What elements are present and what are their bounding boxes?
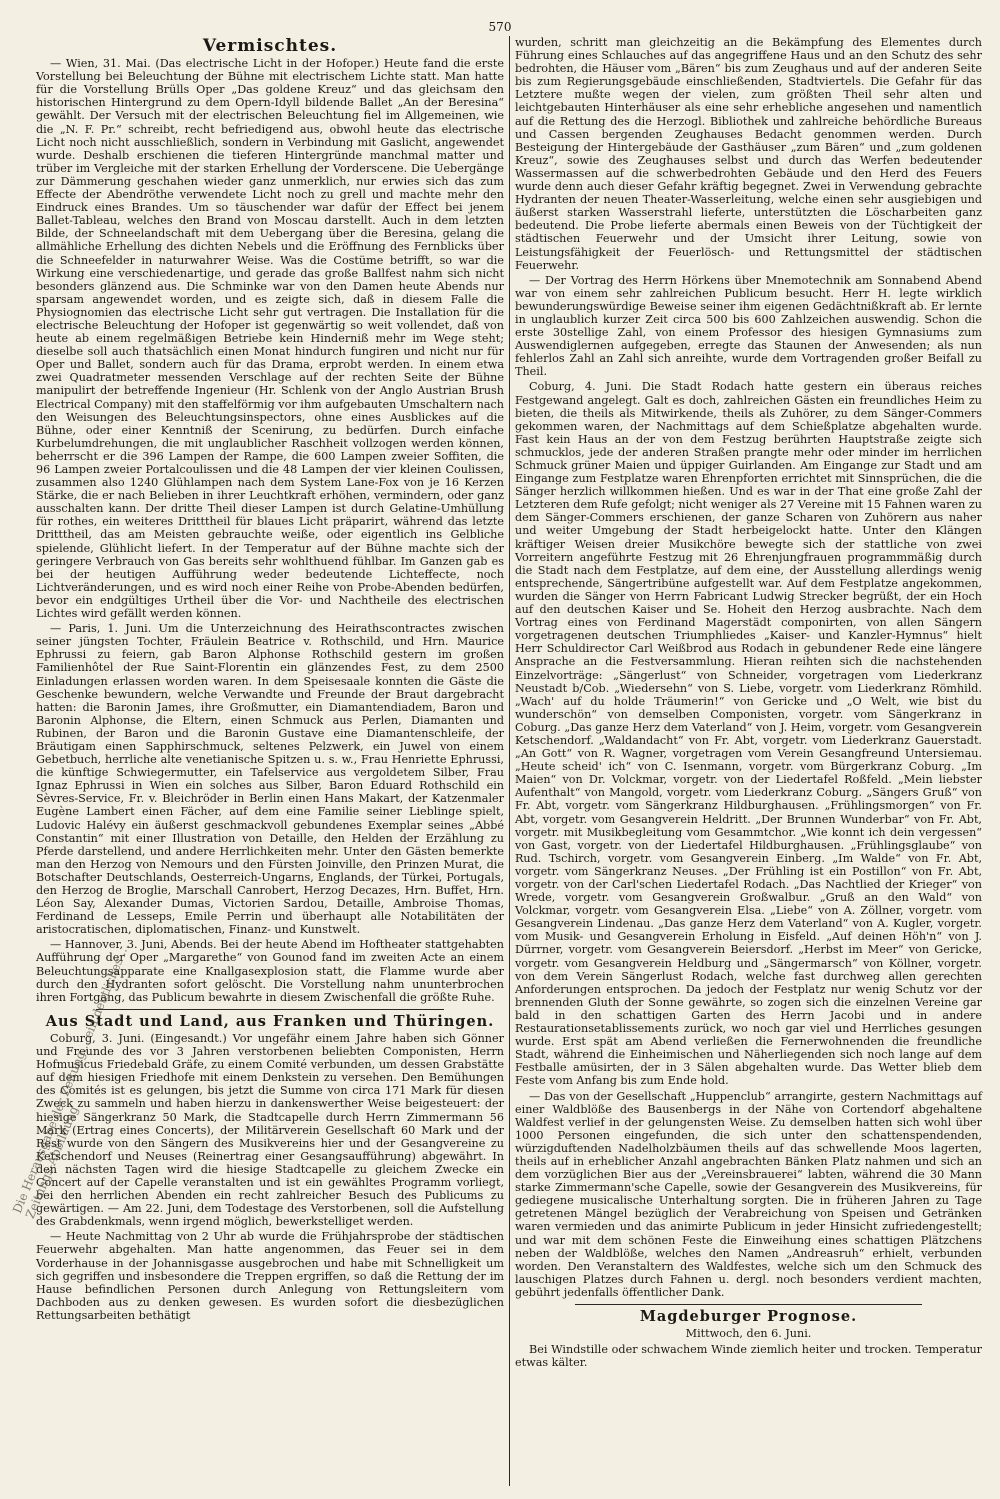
article-wien: — Wien, 31. Mai. (Das electrische Licht in der Hofoper.) Heute fand die erste Vorstellung bei Beleuchtung der Bühne mit electrischem Lichte statt. Man hatte für die Vorstellung Brülls Oper „Das goldene Kreuz“ und das gleichsam den historischen Hintergrund zu dem Opern-Idyll bildende Ballet „An der Beresina“ gewählt. Der Versuch mit der electrischen Beleuchtung fiel im Allgemeinen, wie die „N. F. Pr.“ schreibt, recht befriedigend aus, obwohl heute das electrische Licht noch nicht ausschließlich, sondern in Verbindung mit Gaslicht, angewendet wurde. Deshalb erschienen die tieferen Hintergründe manchmal matter und trüber im Vergleiche mit der starken Erhellung der Vorderscene. Die Uebergänge zur Dämmerung geschahen wieder ganz unmerklich, nur erwies sich das zum Effecte der Abendröthe verwendete Licht noch zu grell und machte mehr den Eindruck eines Brandes. Um so täuschender war dafür der Effect bei jenem Ballet-Tableau, welches den Brand von Moscau darstellt. Auch in dem letzten Bilde, der Schneelandschaft mit dem Uebergang über die Beresina, gelang die allmähliche Erhellung des dichten Nebels und die Eröffnung des Fernblicks über die Schneefelder in naturwahrer Weise. Was die Costüme betrifft, so war die Wirkung eine verschiedenartige, und gerade das große Ballfest nahm sich nicht besonders glänzend aus. Die Schminke war von den Damen heute Abends nur sparsam angewendet worden, und es zeigte sich, daß in diesem Falle die Physiognomien das electrische Licht sehr gut vertragen. Die Installation für die electrische Beleuchtung der Hofoper ist gegenwärtig so weit vollendet, daß von heute ab einem regelmäßigen Betriebe kein Hinderniß mehr im Wege steht; dieselbe soll auch thatsächlich einen Monat hindurch fungiren und nicht nur für Oper und Ballet, sondern auch für das Drama, erprobt werden. In einem etwa zwei Quadratmeter messenden Verschlage auf der rechten Seite der Bühne manipulirt der betreffende Ingenieur (Hr. Schlenk von der Anglo Austrian Brush Electrical Company) mit den staffelförmig vor ihm aufgebauten Umschaltern nach den Weisungen des Beleuchtungsinspectors, ohne eines Ausblickes auf die Bühne, oder einer Kenntniß der Scenirung, zu bedürfen. Durch einfache Kurbelumdrehungen, die mit unglaublicher Raschheit vollzogen werden können, beherrscht er die 396 Lampen der Rampe, die 600 Lampen zweier Soffiten, die 96 Lampen zweier Portalcoulissen und die 48 Lampen der vier kleinen Coulissen, zusammen also 1240 Glühlampen nach dem System Lane-Fox von je 16 Kerzen Stärke, die er nach Belieben in ihrer Leuchtkraft erhöhen, vermindern, oder ganz ausschalten kann. Der dritte Theil dieser Lampen ist durch Gelatine-Umhüllung für rothes, ein weiteres Dritttheil für blaues Licht präparirt, während das letzte Dritttheil, das am Meisten gebrauchte weiße, oder eigentlich ins Gelbliche spielende, Glühlicht liefert. In der Temperatur auf der Bühne machte sich der geringere Verbrauch von Gas bereits sehr wohlthuend fühlbar. Im Ganzen gab es bei der heutigen Aufführung weder bedeutende Lichteffecte, noch Lichtveränderungen, und es wird noch einer Reihe von Probe-Abenden bedürfen, bevor ein endgültiges Urtheil über die Vor- und Nachtheile des electrischen Lichtes wird gefällt werden können. <box>36 57 504 621</box>
stamp-text: Die Herausgabe der Zeitung... ein deutliches ... Zeitungs-Abbildung <box>10 941 132 1221</box>
left-column <box>36 36 504 1324</box>
forecast-text: Bei Windstille oder schwachem Winde ziemlich heiter und trocken. Temperatur etwas kälter. <box>515 1343 982 1370</box>
article-paris: — Paris, 1. Juni. Um die Unterzeichnung des Heirathscontractes zwischen seiner jüngsten Tochter, Fräulein Beatrice v. Rothschild, und Hrn. Maurice Ephrussi zu feiern, gab Baron Alphonse Rothschild gestern im großen Familienhôtel der Rue Saint-Florentin ein glänzendes Fest, zu dem 2500 Einladungen erlassen worden waren. In dem Speisesaale konnten die Gäste die Geschenke bewundern, welche Verwandte und Freunde der Braut dargebracht hatten: die Baronin James, ihre Großmutter, ein Diamantendiadem, Baron und Baronin Alphonse, die Eltern, einen Schmuck aus Perlen, Diamanten und Rubinen, der Baron und die Baronin Gustave eine Diamantenschleife, der Bräutigam einen Sapphirschmuck, seltenes Pelzwerk, ein Juwel von einem Gebetbuch, herrliche alte venetianische Spitzen u. s. w., Frau Henriette Ephrussi, die künftige Schwiegermutter, ein Tafelservice aus vergoldetem Silber, Frau Ignaz Ephrussi in Wien ein solches aus Silber, Baron Eduard Rothschild ein Sèvres-Service, Fr. v. Bleichröder in Berlin einen Hans Makart, der Katzenmaler Eugène Lambert einen Fächer, auf dem eine Familie seiner Lieblinge spielt, Ludovic Halévy ein äußerst geschmackvoll gebundenes Exemplar seines „Abbé Constantin“ mit einer Illustration von Detaille, den Helden der Erzählung zu Pferde darstellend, und andere Herrlichkeiten mehr. Unter den Gästen bemerkte man den Herzog von Nemours und den Fürsten Joinville, den Prinzen Murat, die Botschafter Deutschlands, Oesterreich-Ungarns, Englands, der Türkei, Portugals, den Herzog de Broglie, Marschall Canrobert, Herzog Decazes, Hrn. Buffet, Hrn. Léon Say, Alexander Dumas, Victorien Sardou, Detaille, Ambroise Thomas, Ferdinand de Lesseps, Emile Perrin und überhaupt alle Notabilitäten der aristocratischen, diplomatischen, Finanz- und Kunstwelt. <box>36 622 504 937</box>
article-hannover: — Hannover, 3. Juni, Abends. Bei der heute Abend im Hoftheater stattgehabten Aufführung der Oper „Margarethe“ von Gounod fand im zweiten Acte an einem Beleuchtungsapparate eine Knallgasexplosion statt, die Flamme wurde aber durch den Hydranten sofort gelöscht. Die Vorstellung nahm ununterbrochen ihren Fortgang, das Publicum bewahrte in diesem Zwischenfall die größte Ruhe. <box>36 938 504 1004</box>
article-feuerwehr: — Heute Nachmittag von 2 Uhr ab wurde die Frühjahrsprobe der städtischen Feuerwehr abgehalten. Man hatte angenommen, das Feuer sei in dem Vorderhause in der Johannisgasse ausgebrochen und habe mit Schnelligkeit um sich gegriffen und insbesondere die Treppen ergriffen, so daß die Rettung der im Hause befindlichen Personen durch Anlegung von Rettungsleitern vom Dachboden aus zu denken gewesen. Es wurden sofort die diesbezüglichen Rettungsarbeiten bethätigt <box>36 1230 504 1322</box>
article-waldfest: — Das von der Gesellschaft „Huppenclub“ arrangirte, gestern Nachmittags auf einer Waldblöße des Bausenbergs in der Nähe von Cortendorf abgehaltene Waldfest verlief in der gelungensten Weise. Zu demselben hatten sich wohl über 1000 Personen eingefunden, die sich unter den schattenspendenden, würzigduftenden Nadelholzbäumen theils auf das schwellende Moos lagerten, theils auf in erheblicher Anzahl angebrachten Bänken Platz nahmen und sich an dem vorzüglichen Bier aus der „Vereinsbrauerei“ labten, während die 30 Mann starke Zimmermann'sche Capelle, sowie der Gesangverein des Musikvereins, für gediegene musicalische Unterhaltung sorgten. Die in früheren Jahren zu Tage getretenen Mängel bezüglich der Verabreichung von Speisen und Getränken waren vermieden und das animirte Publicum in jeder Hinsicht zufriedengestellt; und war mit dem schönen Feste die Einweihung eines schattigen Plätzchens neben der Waldblöße, welches den Namen „Andreasruh“ erhielt, verbunden worden. Den Veranstaltern des Waldfestes, welche sich um den Schmuck des lauschigen Platzes durch Fahnen u. dergl. noch besonders verdient machten, gebührt jedenfalls öffentlicher Dank. <box>515 1089 982 1299</box>
article-mnemotechnik: — Der Vortrag des Herrn Hörkens über Mnemotechnik am Sonnabend Abend war von einem sehr zahlreichen Publicum besucht. Herr H. legte wirklich bewunderungswürdige Beweise seiner ihm eigenen Gedächtnißkraft ab. Er lernte in unglaublich kurzer Zeit circa 500 bis 600 Zahlzeichen auswendig. Schon die erste 30stellige Zahl, von einem Professor des hiesigen Gymnasiums zum Auswendiglernen aufgegeben, erregte das Staunen der Anwesenden; als nun fehlerlos Zahl an Zahl sich anreihte, wurde dem Vortragenden großer Beifall zu Theil. <box>515 273 982 379</box>
article-coburg-grabmal: Coburg, 3. Juni. (Eingesandt.) Vor ungefähr einem Jahre haben sich Gönner und Freunde des vor 3 Jahren verstorbenen beliebten Componisten, Herrn Hofmusicus Friedebald Gräfe, zu einem Comité verbunden, um dessen Grabstätte auf dem hiesigen Friedhofe mit einem Denkstein zu versehen. Den Bemühungen des Comités ist es gelungen, bis jetzt die Summe von circa 171 Mark für diesen Zweck zu sammeln und haben hierzu in dankenswerther Weise beigesteuert: der hiesige Sängerkranz 50 Mark, die Stadtcapelle durch Herrn Zimmermann 56 Mark (Ertrag eines Concerts), der Militärverein Gesellschaft 60 Mark und der Rest wurde von den Sängern des Musikvereins hier und der Gesangvereine zu Ketschendorf und Neuses (Reinertrag einer Gesangsaufführung) abgewährt. In den nächsten Tagen wird die hiesige Stadtcapelle zu gleichem Zwecke ein Concert auf der Capelle veranstalten und ist ein gewähltes Programm vorliegt, bei den herrlichen Abenden ein recht zahlreicher Besuch des Publicums zu gewärtigen. — Am 22. Juni, dem Todestage des Verstorbenen, soll die Aufstellung des Grabdenkmals, wenn irgend möglich, bewerkstelliget werden. <box>36 1031 504 1229</box>
article-feuerwehr-cont: wurden, schritt man gleichzeitig an die Bekämpfung des Elementes durch Führung eines Schlauches auf das angegriffene Haus und an den Schutz des sehr bedrohten, die Häuser vom „Bären“ bis zum Zeughaus und auf der anderen Seite bis zum Regierungsgebäude einschließenden, Stadtviertels. Die Gefahr für das Letztere mußte wegen der vielen, zum größten Theil sehr alten und leichtgebauten Hinterhäuser als eine sehr erhebliche angesehen und namentlich auf die Rettung des die Herzogl. Bibliothek und zahlreiche behördliche Bureaus und Cassen bergenden Zeughauses Bedacht genommen werden. Durch Besteigung der Hintergebäude der Gasthäuser „zum Bären“ und „zum goldenen Kreuz“, sowie des Zeughauses selbst und durch das Werfen bedeutender Wassermassen auf die schwerbedrohten Gebäude und den Herd des Feuers wurde denn auch dieser Gefahr kräftig begegnet. Zwei in Verwendung gebrachte Hydranten der neuen Theater-Wasserleitung, welche einen sehr ausgiebigen und äußerst starken Wasserstrahl lieferte, unterstützten die Löscharbeiten ganz bedeutend. Die Probe lieferte abermals einen Beweis von der Tüchtigkeit der städtischen Feuerwehr und der Umsicht ihrer Leitung, sowie von Leistungsfähigkeit der Feuerlösch- und Rettungsmittel der städtischen Feuerwehr. <box>515 36 982 272</box>
section-divider-right <box>575 1304 922 1305</box>
article-rodach-saenger: Coburg, 4. Juni. Die Stadt Rodach hatte gestern ein überaus reiches Festgewand angelegt. Galt es doch, zahlreichen Gästen ein freundliches Heim zu bieten, die theils als Mitwirkende, theils als Zuhörer, zu dem Sänger-Commers gekommen waren, der Nachmittags auf dem Schießplatze abgehalten wurde. Fast kein Haus an der von dem Festzug berührten Hauptstraße zeigte sich schmucklos, jede der anderen Straßen prangte mehr oder minder im herrlichen Schmuck grüner Maien und üppiger Guirlanden. Am Eingange zur Stadt und am Eingange zum Festplatze waren Ehrenpforten errichtet mit Sinnsprüchen, die die Sänger herzlich willkommen hießen. Und es war in der That eine große Zahl der Letzteren dem Rufe gefolgt; nicht weniger als 27 Vereine mit 15 Fahnen waren zu dem Sänger-Commers erschienen, der ganze Scharen von Zuhörern aus naher und weiter Umgebung der Stadt herbeigelockt hatte. Unter den Klängen kräftiger Weisen dreier Musikchöre bewegte sich der stattliche von zwei Vorreitern angeführte Festzug mit 26 Ehrenjungfrauen programmmäßig durch die Stadt nach dem Festplatze, auf dem eine, der Ausstellung allerdings wenig entsprechende, Sängertribüne aufgestellt war. Auf dem Festplatze angekommen, wurden die Sänger von Herrn Fabricant Ludwig Strecker begrüßt, der ein Hoch auf den deutschen Kaiser und Se. Hoheit den Herzog ausbrachte. Nach dem Vortrag eines von Ferdinand Magerstädt componirten, von allen Sängern vorgetragenen deutschen Triumphliedes „Kaiser- und Kanzler-Hymnus“ hielt Herr Schuldirector Carl Weißbrod aus Rodach in gebundener Rede eine längere Ansprache an die Festversammlung. Hieran reihten sich die nachstehenden Einzelvorträge: „Sängerlust“ von Schneider, vorgetragen vom Liederkranz Neustadt b/Cob. „Wiedersehn“ von S. Liebe, vorgetr. vom Liederkranz Römhild. „Wach' auf du holde Träumerin!“ von Gericke und „O Welt, wie bist du wunderschön“ von demselben Componisten, vorgetr. vom Sängerkranz in Coburg. „Das ganze Herz dem Vaterland“ von J. Heim, vorgetr. vom Gesangverein Ketschendorf. „Waldandacht“ von Fr. Abt, vorgetr. vom Liederkranz Gauerstadt. „An Gott“ von R. Wagner, vorgetragen vom Verein Gesangfreund Untersiemau. „Heute scheid' ich“ von C. Isenmann, vorgetr. vom Bürgerkranz Coburg. „Im Maien“ von Dr. Volckmar, vorgetr. von der Liedertafel Roßfeld. „Mein liebster Aufenthalt“ von Mangold, vorgetr. vom Liederkranz Coburg. „Sängers Gruß“ von Fr. Abt, vorgetr. vom Sängerkranz Hildburghausen. „Frühlingsmorgen“ von Fr. Abt, vorgetr. vom Gesangverein Heldritt. „Der Brunnen Wunderbar“ von Fr. Abt, vorgetr. mit Musikbegleitung vom Gesammtchor. „Wie konnt ich dein vergessen“ von Gast, vorgetr. von der Liedertafel Hildburghausen. „Frühlingsglaube“ von Rud. Tschirch, vorgetr. vom Gesangverein Einberg. „Im Walde“ von Fr. Abt, vorgetr. vom Sängerkranz Neuses. „Der Frühling ist ein Postillon“ von Fr. Abt, vorgetr. von der Carl'schen Liedertafel Rodach. „Das Nachtlied der Krieger“ von Wrede, vorgetr. vom Gesangverein Großwalbur. „Gruß an den Wald“ von Volckmar, vorgetr. vom Gesangverein Elsa. „Liebe“ von A. Zöllner, vorgetr. vom Gesangverein Lindenau. „Das ganze Herz dem Vaterland“ von A. Kugler, vorgetr. vom Musik- und Gesangverein Erholung in Eisfeld. „Auf deinen Höh'n“ von J. Dürrner, vorgetr. vom Gesangverein Beiersdorf. „Herbst im Meer“ von Gericke, vorgetr. vom Gesangverein Heldburg und „Sängermarsch“ von Köllner, vorgetr. von dem Verein Sängerlust Rodach, welche fast durchweg allen gerechten Anforderungen entsprochen. Da jedoch der Festplatz nur wenig Schutz vor der brennenden Gluth der Sonne gewährte, so zogen sich die einzelnen Vereine gar bald in den schattigen Garten des Herrn Jacobi und in andere Restaurationsetablissements zurück, wo noch gar viel und Herrliches gesungen wurde. Erst spät am Abend verließen die Fernerwohnenden die freundliche Stadt, während die Einheimischen und Näherliegenden sich noch lange auf dem Festballe amüsirten, der in 3 Sälen abgehalten wurde. Das Wetter blieb dem Feste vom Anfang bis zum Ende hold. <box>515 380 982 1088</box>
library-stamp <box>0 941 132 1420</box>
section-heading-vermischtes: Vermischtes. <box>202 36 338 56</box>
right-column <box>515 36 982 1371</box>
column-rule <box>509 36 510 1486</box>
section-divider <box>96 1009 444 1010</box>
section-heading-stadt-und-land: Aus Stadt und Land, aus Franken und Thüringen. <box>45 1012 495 1030</box>
forecast-date: Mittwoch, den 6. Juni. <box>685 1327 812 1341</box>
page-number: 570 <box>488 20 512 34</box>
section-heading-prognose: Magdeburger Prognose. <box>639 1308 858 1325</box>
